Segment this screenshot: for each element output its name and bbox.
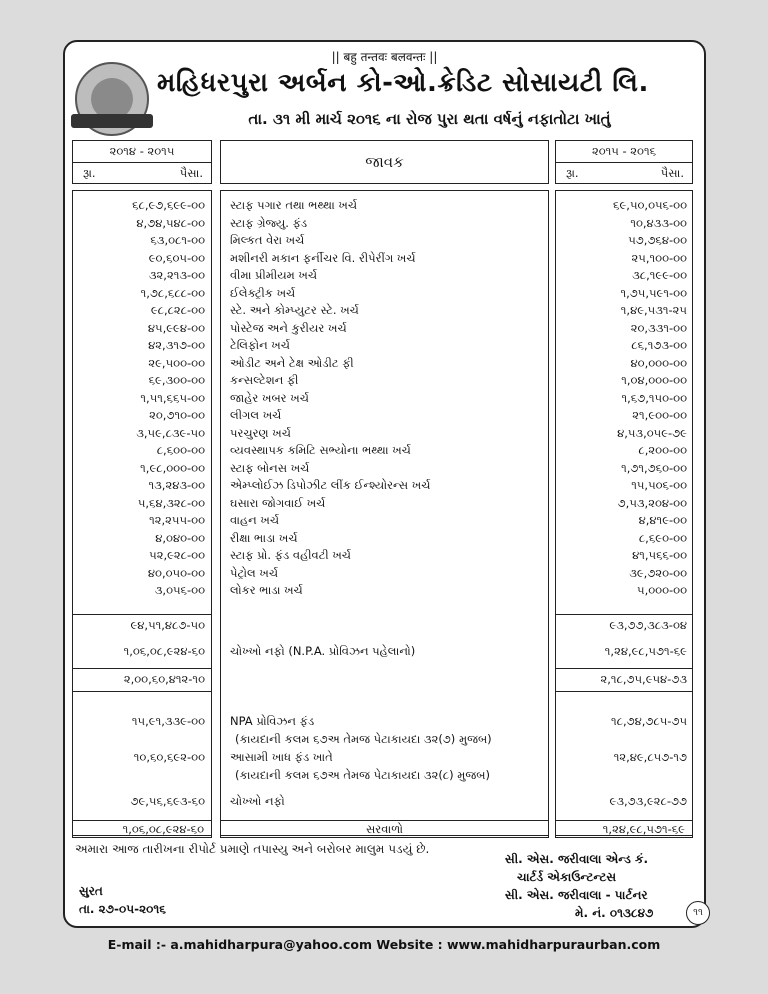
- expense-curr-amount: ૬૯,૫૦,૦૫૬-૦૦: [613, 198, 687, 212]
- expense-prev-amount: ૫,૬૪,૩૨૮-૦૦: [137, 495, 205, 510]
- expense-curr-amount: ૧,૭૧,૭૬૦-૦૦: [621, 460, 687, 475]
- provision-baddebt-prev: ૧૦,૬૦,૬૯૨-૦૦: [133, 750, 205, 764]
- expense-prev-amount: ૫૨,૯૨૮-૦૦: [149, 548, 205, 562]
- expense-label: લોકર ભાડા ખર્ચ: [230, 583, 303, 597]
- net-profit-label: ચોખ્ખો નફો: [230, 794, 285, 808]
- expense-prev-amount: ૪૫,૯૯૪-૦૦: [147, 320, 205, 335]
- expense-prev-amount: ૯૦,૬૦૫-૦૦: [148, 250, 205, 265]
- expense-curr-amount: ૨૦,૩૩૧-૦૦: [630, 320, 687, 335]
- expense-prev-amount: ૧,૯૮,૦૦૦-૦૦: [140, 460, 205, 475]
- expense-curr-amount: ૪,૪૧૯-૦૦: [638, 513, 687, 527]
- expense-label: મિલ્કત વેરા ખર્ચ: [230, 233, 305, 247]
- audit-certificate: અમારા આજ તારીખના રીપોર્ટ પ્રમાણે તપાસ્યુ અને બરોબર માલુમ પડયું છે.: [75, 842, 430, 856]
- provision-baddebt-curr: ૧૨,૪૯,૮૫૭-૧૭: [613, 750, 687, 764]
- expense-prev-amount: ૪,૭૪,૫૪૮-૦૦: [136, 215, 205, 230]
- expense-curr-amount: ૧૦,૪૩૩-૦૦: [630, 215, 687, 230]
- expense-curr-amount: ૧૫,૫૦૬-૦૦: [631, 478, 687, 492]
- bank-name: મહિધરપુરા અર્બન કો-ઓ.ક્રેડિટ સોસાયટી લિ.: [157, 68, 649, 98]
- expense-curr-amount: ૫૭,૭૬૪-૦૦: [628, 233, 687, 247]
- expense-label: વાહન ખર્ચ: [230, 513, 280, 527]
- expense-prev-amount: ૧,૫૧,૬૬૫-૦૦: [140, 390, 205, 405]
- net-profit-prev: ૭૯,૫૬,૬૯૩-૬૦: [130, 794, 205, 808]
- expense-curr-amount: ૩૯,૭૨૦-૦૦: [629, 565, 687, 580]
- statement-title: તા. ૩૧ મી માર્ચ ૨૦૧૬ ના રોજ પુરા થતા વર્ષનું નફાતોટા ખાતું: [248, 110, 611, 128]
- expense-label: એમ્પ્લોઈઝ ડિપોઝીટ લીંક ઈન્શ્યોરન્સ ખર્ચ: [230, 478, 431, 492]
- expense-prev-amount: ૬૯,૩૦૦-૦૦: [148, 373, 205, 387]
- expense-curr-amount: ૪૦,૦૦૦-૦૦: [630, 355, 687, 370]
- expense-prev-amount: ૪૨,૩૧૭-૦૦: [148, 338, 205, 352]
- page-frame: [63, 40, 706, 928]
- report-date: તા. ૨૭-૦૫-૨૦૧૬: [79, 902, 166, 916]
- expense-label: જાહેર ખબર ખર્ચ: [230, 390, 309, 405]
- grand-total-curr: ૧,૨૪,૯૮,૫૭૧-૬૯: [602, 822, 685, 836]
- expense-label: પરચુરણ ખર્ચ: [230, 425, 291, 440]
- grand-total-prev-box: [72, 820, 212, 838]
- right-year: ૨૦૧૫ - ૨૦૧૬: [591, 144, 657, 158]
- expense-curr-amount: ૪૧,૫૬૬-૦૦: [632, 548, 687, 562]
- right-header-box: [555, 140, 693, 184]
- provision-npa-note: (કાયદાની કલમ ૬૭અ તેમજ પેટાકાયદા ૩૨(૭) મુજબ): [235, 732, 492, 746]
- expense-curr-amount: ૮૬,૧૭૩-૦૦: [631, 338, 687, 352]
- expense-prev-amount: ૬૩,૦૮૧-૦૦: [150, 233, 205, 247]
- expense-label: ઈલેક્ટ્રીક ખર્ચ: [230, 285, 296, 300]
- expense-curr-amount: ૨૧,૯૦૦-૦૦: [632, 408, 687, 422]
- total1-prev: ૨,૦૦,૬૦,૪૧૨-૧૦: [123, 672, 205, 686]
- expense-curr-amount: ૭,૫૩,૨૦૪-૦૦: [617, 495, 687, 510]
- expense-label: ઓડીટ અને ટેક્ષ ઓડીટ ફી: [230, 355, 354, 370]
- expense-label: સ્ટાફ પગાર તથા ભથ્થા ખર્ચ: [230, 198, 358, 212]
- subtotal-prev: ૯૪,૫૧,૪૮૭-૫૦: [130, 618, 205, 632]
- expense-curr-amount: ૩૮,૧૯૯-૦૦: [632, 268, 687, 282]
- expense-label: ટેલિફોન ખર્ચ: [230, 338, 290, 352]
- expense-label: સ્ટાફ પ્રો. ફંડ વહીવટી ખર્ચ: [230, 548, 351, 562]
- grand-total-label: સરવાળો: [365, 822, 404, 836]
- curr-year-expense-list: [559, 197, 687, 600]
- expense-curr-amount: ૧,૦૪,૦૦૦-૦૦: [621, 373, 687, 387]
- expense-prev-amount: ૯૮,૮૨૮-૦૦: [150, 303, 205, 317]
- expense-prev-amount: ૧૨,૨૫૫-૦૦: [149, 513, 205, 527]
- provision-npa-label: NPA પ્રોવિઝન ફંડ: [230, 714, 315, 728]
- expense-label: વ્યવસ્થાપક કમિટિ સભ્યોના ભથ્થા ખર્ચ: [230, 443, 411, 457]
- partner-name: સી. એસ. જરીવાલા - પાર્ટનર: [505, 888, 648, 902]
- expense-label: ઘસારા જોગવાઈ ખર્ચ: [230, 495, 326, 510]
- expense-curr-amount: ૪,૫૩,૦૫૯-૭૯: [617, 425, 687, 440]
- middle-title: જાવક: [365, 153, 404, 171]
- provision-npa-prev: ૧૫,૯૧,૩૩૯-૦૦: [131, 714, 205, 728]
- expense-prev-amount: ૩,૫૯,૮૩૯-૫૦: [136, 425, 205, 440]
- expense-label: કન્સલ્ટેશન ફી: [230, 373, 299, 387]
- expense-label: સ્ટાફ ગ્રેજ્યુ. ફંડ: [230, 215, 308, 230]
- expense-curr-amount: ૫,૦૦૦-૦૦: [637, 583, 687, 597]
- expense-prev-amount: ૪૦,૦૫૦-૦૦: [147, 565, 205, 580]
- net-profit-curr: ૯૩,૭૩,૯૨૮-૭૭: [609, 794, 687, 808]
- expense-prev-amount: ૨૦,૭૧૦-૦૦: [149, 408, 205, 422]
- motto: || बहु तन्तवः बलवन्तः ||: [331, 50, 438, 64]
- right-rs: રૂા.: [566, 166, 579, 180]
- provision-npa-curr: ૧૮,૭૪,૭૮૫-૭૫: [611, 714, 687, 728]
- net-profit-before-label: ચોખ્ખો નફો (N.P.A. પ્રોવિઝન પહેલાનો): [230, 644, 416, 658]
- expense-prev-amount: ૧૩,૨૪૩-૦૦: [148, 478, 205, 492]
- expense-label: લીગલ ખર્ચ: [230, 408, 282, 422]
- expense-curr-amount: ૮,૬૯૦-૦૦: [638, 530, 687, 545]
- grand-total-label-box: [220, 820, 549, 838]
- subtotal-curr: ૯૩,૭૭,૩૮૩-૦૪: [609, 618, 687, 632]
- total1-curr: ૨,૧૮,૭૫,૯૫૪-૭૩: [600, 672, 687, 686]
- expense-curr-amount: ૧,૪૯,૫૩૧-૨૫: [620, 303, 687, 317]
- net-profit-before-curr: ૧,૨૪,૯૮,૫૭૧-૬૯: [604, 644, 687, 658]
- expense-label: સ્ટે. અને કોમ્પ્યુટર સ્ટે. ખર્ચ: [230, 303, 359, 317]
- expense-label: મશીનરી મકાન ફર્નીચર વિ. રીપેરીંગ ખર્ચ: [230, 250, 416, 265]
- left-rs: રૂા.: [83, 166, 96, 180]
- grand-total-curr-box: [555, 820, 693, 838]
- expense-prev-amount: ૮,૬૦૦-૦૦: [156, 443, 205, 457]
- contact-line: E-mail :- a.mahidharpura@yahoo.com Website : www.mahidharpuraurban.com: [107, 937, 661, 952]
- middle-header-box: [220, 140, 549, 184]
- provision-baddebt-label: આસામી ખાધ ફંડ ખાતે: [230, 750, 333, 764]
- expense-label: સ્ટાફ બોનસ ખર્ચ: [230, 460, 310, 475]
- prev-year-expense-list: [75, 197, 205, 600]
- expense-prev-amount: ૧,૭૮,૬૮૮-૦૦: [140, 285, 205, 300]
- expense-curr-amount: ૮,૨૦૦-૦૦: [638, 443, 687, 457]
- expense-prev-amount: ૩૨,૨૧૩-૦૦: [148, 268, 205, 282]
- net-profit-before-prev: ૧,૦૬,૦૮,૯૨૪-૬૦: [123, 644, 205, 658]
- auditor-firm: સી. એસ. જરીવાલા એન્ડ કં.: [505, 852, 649, 866]
- membership-number: મે. નં. ૦૧૩૮૪૭: [575, 906, 654, 920]
- expense-label: વીમા પ્રીમીયમ ખર્ચ: [230, 268, 318, 282]
- left-paisa: પૈસા.: [179, 166, 203, 180]
- expense-label-list: [230, 197, 545, 600]
- page-number: ૧૧: [686, 901, 710, 925]
- expense-curr-amount: ૧,૭૫,૫૯૧-૦૦: [620, 285, 687, 300]
- expense-prev-amount: ૩,૦૫૬-૦૦: [154, 583, 205, 597]
- expense-curr-amount: ૧,૬૭,૧૫૦-૦૦: [621, 390, 687, 405]
- expense-curr-amount: ૨૫,૧૦૦-૦૦: [631, 250, 687, 265]
- expense-label: પોસ્ટેજ અને કુરીયર ખર્ચ: [230, 320, 347, 335]
- left-year: ૨૦૧૪ - ૨૦૧૫: [109, 144, 175, 158]
- auditor-role: ચાર્ટર્ડ એકાઉન્ટન્ટસ: [517, 870, 617, 884]
- provision-baddebt-note: (કાયદાની કલમ ૬૭અ તેમજ પેટાકાયદા ૩૨(૮) મુજબ): [235, 768, 490, 782]
- grand-total-prev: ૧,૦૬,૦૮,૯૨૪-૬૦: [122, 822, 204, 836]
- expense-prev-amount: ૬૮,૯૭,૬૯૯-૦૦: [132, 198, 205, 212]
- left-header-box: [72, 140, 212, 184]
- right-paisa: પૈસા.: [660, 166, 684, 180]
- expense-prev-amount: ૪,૦૪૦-૦૦: [155, 530, 205, 545]
- place: સુરત: [79, 884, 103, 898]
- expense-prev-amount: ૨૯,૫૦૦-૦૦: [148, 355, 205, 370]
- expense-label: પેટ્રોલ ખર્ચ: [230, 565, 279, 580]
- expense-label: રીક્ષા ભાડા ખર્ચ: [230, 530, 298, 545]
